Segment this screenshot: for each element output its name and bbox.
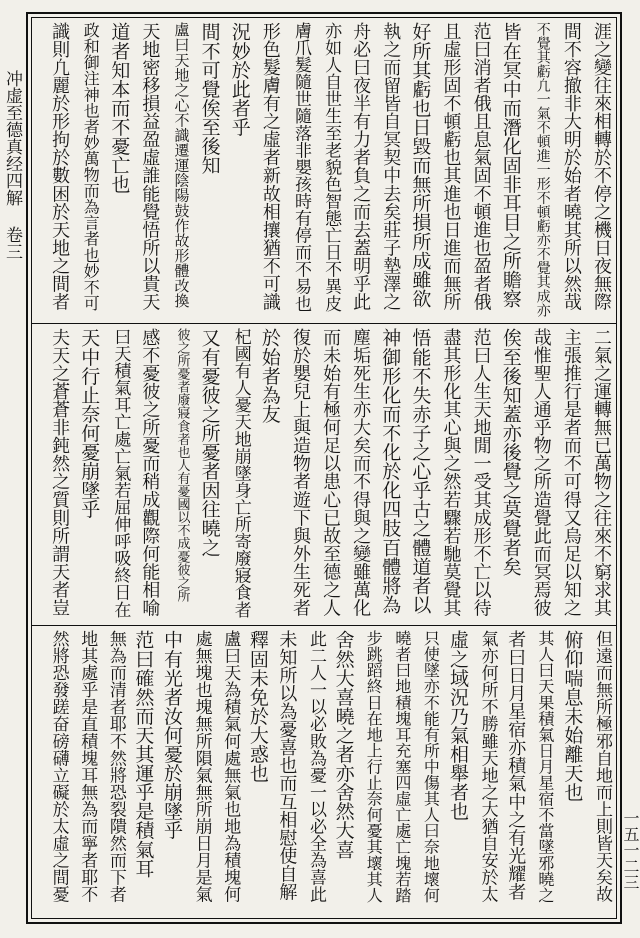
text-column: 其人曰天果積氣日月星宿不當墜邪曉之: [535, 630, 555, 903]
text-column: 只使墜亦不能有所中傷其人曰奈地壞何: [421, 630, 441, 903]
text-column: 處無塊也塊無所隕氣無所崩日月是氣: [191, 630, 212, 903]
text-column: 復於嬰兒上與造物者遊下與外生死者: [289, 328, 311, 617]
text-column: 識則凢麗於形拘於數困於天地之間者: [49, 22, 71, 311]
text-column: 好所其虧也日毀而無所損所成雖欲: [409, 22, 432, 308]
text-column: 杞國有人憂天地崩墜身亡所寄廢寢食者: [230, 328, 251, 618]
text-column: 執之而留皆自冥契中去矣莊子墊澤之: [380, 22, 402, 311]
text-column: 形色髮膚有之虛者新故相攘猶不可識: [259, 22, 281, 311]
text-column: 涯之變往來相轉於不停之機日夜無際: [591, 22, 612, 311]
text-column: 二氣之運轉無已萬物之往來不窮求其: [591, 328, 612, 617]
text-column: 無為而清者耶不然將恐裂隤然而下者: [105, 630, 126, 903]
text-column: 感不憂彼之所憂而稍成觀際何能相喻: [139, 328, 161, 617]
text-column: 盡其形化其心與之然若驟若馳莫覺其: [440, 328, 462, 617]
text-column: 俟至後知蓋亦後覺之莫覺者矣: [499, 328, 522, 576]
text-column: 俯仰喘息未始離天也: [561, 630, 584, 802]
text-column: 間不可覺俟至後知: [198, 22, 221, 175]
text-column: 者曰日月星宿亦積氣中之有光耀者: [505, 630, 527, 901]
text-column: 悟能不失赤子之心乎古之體道者以: [409, 328, 432, 614]
text-panel-bottom: [31, 626, 617, 918]
text-column: 中有光者汝何憂於崩墜乎: [161, 630, 183, 840]
page-number: 一五一二三: [621, 810, 640, 890]
text-column: 盧曰天地之心不識遷運陰陽鼓作故形體改換: [172, 22, 191, 308]
text-column: 舍然大喜曉之者亦舍然大喜: [332, 630, 355, 859]
text-panel-middle: [31, 324, 617, 625]
text-column: 范曰人生天地閒一受其成形不亡以待: [470, 328, 492, 617]
text-column: 但遠而無所極邪自地而上則皆天矣故: [592, 630, 612, 903]
text-column: 間不容撤非大明於始者曉其所以然哉: [560, 22, 582, 311]
text-column: 哉惟聖人通乎物之所造覺此而冥焉彼: [530, 328, 552, 617]
text-column: 亦如人自世生至老貌色智態亡日不異皮: [321, 22, 342, 312]
text-column: 且虛形固不頓虧也其進也日進而無所: [440, 22, 462, 311]
text-column: 況妙於此者乎: [228, 22, 251, 137]
text-column: 塵垢死生亦大矣而不得與之變雖萬化: [350, 328, 372, 617]
text-column: 神御形化而不化於化四肢百體將為: [379, 328, 402, 614]
text-column: 范曰消者俄且息氣固不頓進也盈者俄: [470, 22, 492, 311]
text-column: 步跳蹈終日在地上行止奈何憂其壞其人: [364, 630, 384, 903]
text-column: 曉者曰地積塊耳充塞四虛亡處亡塊若踏: [392, 630, 412, 903]
text-column: 而未始有極何足以患心已故至德之人: [320, 328, 342, 617]
text-column: 皆在冥中而潛化固非耳目之所贍察: [499, 22, 522, 308]
text-column: 道者知本而不憂亡也: [108, 22, 131, 194]
text-column: 此二人一以必敗為憂一以必全為喜此: [306, 630, 326, 903]
text-panel-top: [31, 18, 617, 323]
text-column: 氣亦何所不勝雖天地之大猶自安於太: [477, 630, 498, 903]
text-column: 天中行止奈何憂崩墜乎: [78, 328, 101, 519]
text-column: 釋固未免於大惑也: [246, 630, 269, 783]
text-column: 然將恐發蹉奋磅礴立礙於太虛之間憂: [48, 630, 69, 903]
text-column: 天地密移損益盈虛誰能覺悟所以貴天: [139, 22, 161, 311]
text-column: 未知所以為憂喜也而互相慰使自解: [276, 630, 298, 901]
text-column: 范曰確然而天其運乎是積氣耳: [132, 630, 155, 878]
text-column: 虛之域況乃氣相舉者也: [447, 630, 469, 821]
text-column: 夫天之蒼蒼非鈍然之質則所謂天者豈: [49, 328, 71, 617]
text-column: 主張推行是者而不可得又烏足以知之: [560, 328, 582, 617]
text-column: 於始者為友: [258, 328, 281, 424]
text-column: 地其處乎是直積塊耳無為而寧者耶不: [77, 630, 98, 903]
book-title: 冲虚至德真经四解 卷三: [2, 70, 22, 260]
text-column: 不覺其虧凢一氣不頓進一形不頓虧亦不覺其成亦: [534, 22, 551, 318]
text-column: 又有憂彼之所憂者因往曉之: [198, 328, 221, 557]
text-column: 膚爪髮隨世隨落非嬰孩時有停而不易也: [290, 22, 311, 312]
text-column: 盧曰天為積氣何處無氣也地為積塊何: [220, 630, 241, 903]
text-column: 彼之所憂者廢寢食者也人有憂國以不成憂彼之所: [174, 328, 190, 603]
text-column: 政和御注神也者妙萬物而為言者也妙不可: [81, 22, 101, 311]
text-column: 舟必曰夜半有力者負之而去蓋明乎此: [350, 22, 372, 311]
text-column: 曰天積氣耳亡處亡氣若屈伸呼吸終日在: [110, 328, 131, 618]
